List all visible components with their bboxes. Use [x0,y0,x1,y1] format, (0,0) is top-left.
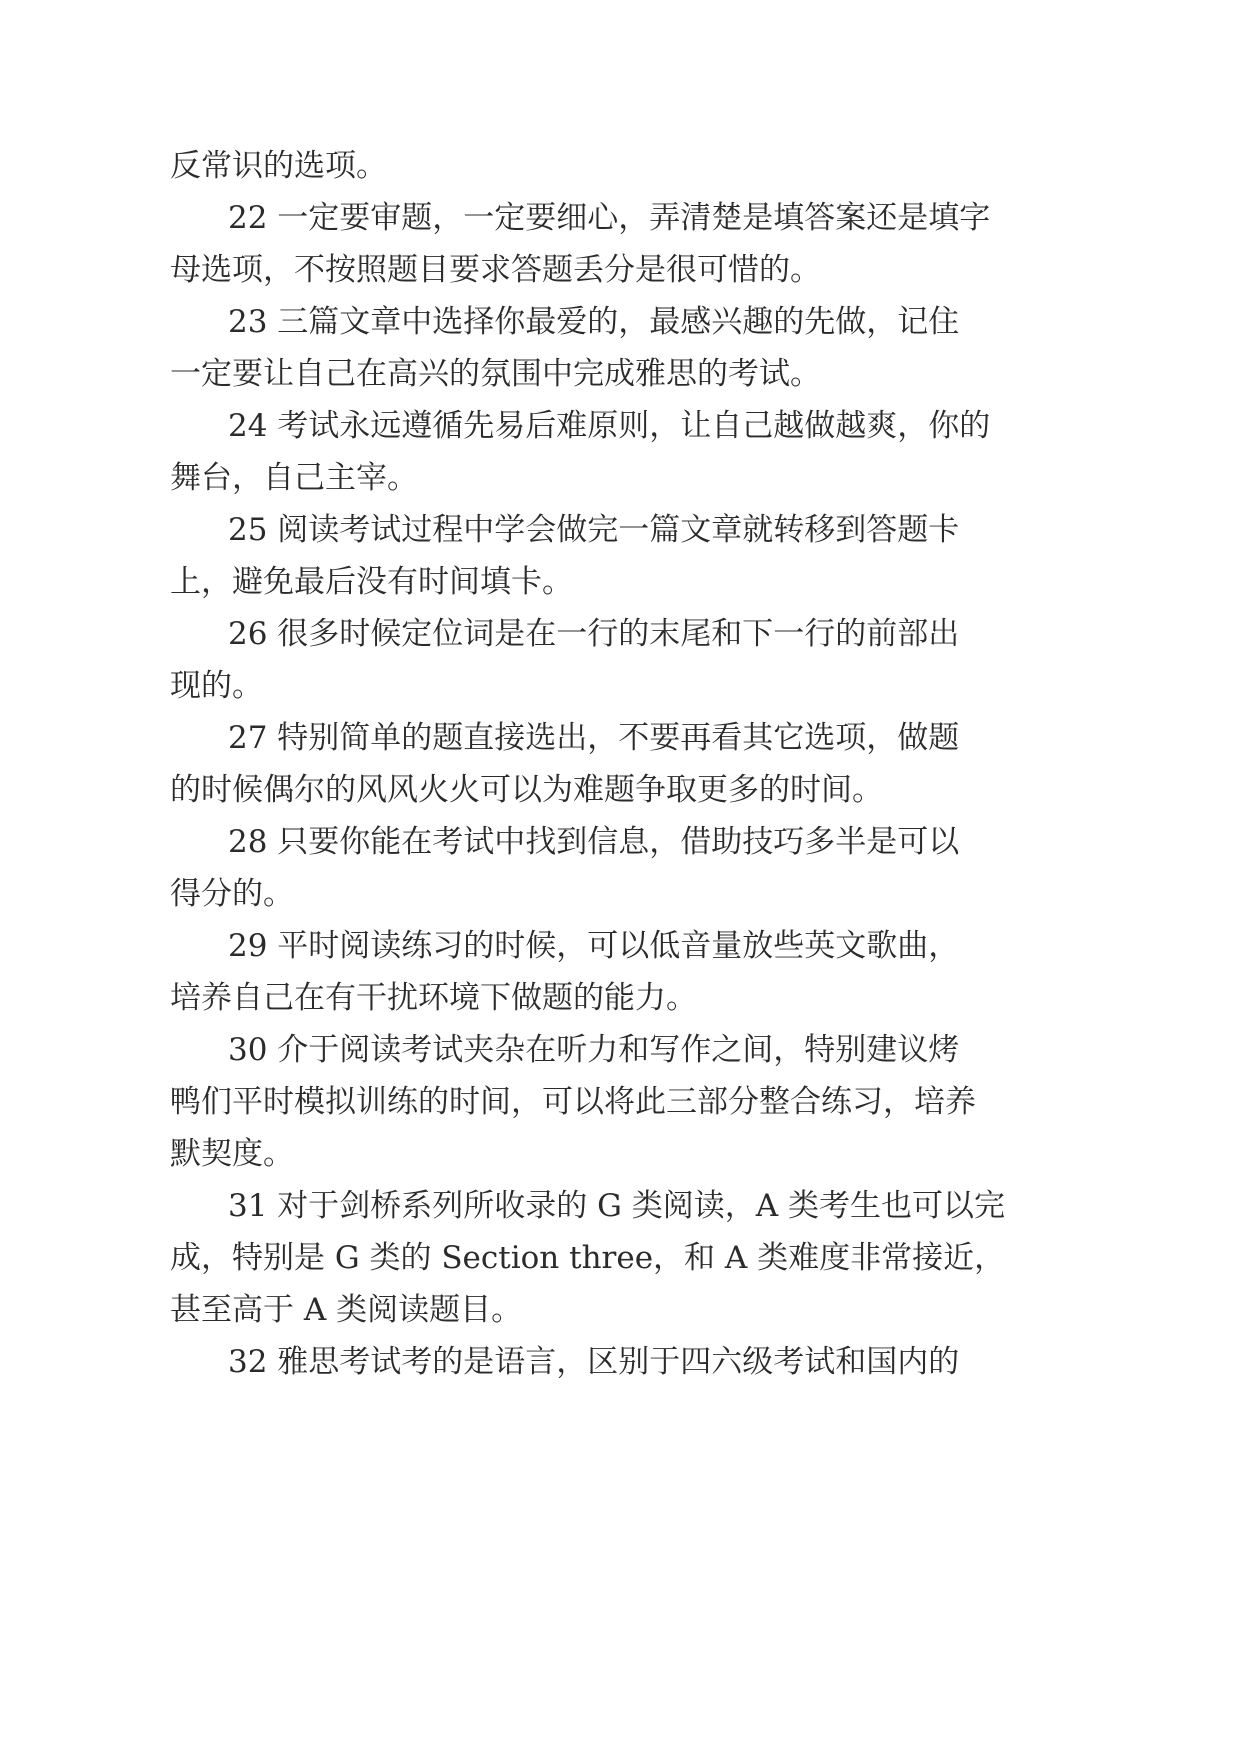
paragraph-22-line-1: 22 一定要审题，一定要细心，弄清楚是填答案还是填字 [228,200,991,236]
paragraph-28-line-1: 28 只要你能在考试中找到信息，借助技巧多半是可以 [228,824,960,860]
paragraph-23-line-1: 23 三篇文章中选择你最爱的，最感兴趣的先做，记住 [228,304,960,340]
paragraph-32-line-1: 32 雅思考试考的是语言，区别于四六级考试和国内的 [228,1344,960,1380]
paragraph-22-line-2: 母选项，不按照题目要求答题丢分是很可惜的。 [170,252,821,288]
paragraph-30-line-3: 默契度。 [170,1136,294,1172]
paragraph-30-line-2: 鸭们平时模拟训练的时间，可以将此三部分整合练习，培养 [170,1084,976,1120]
paragraph-28-line-2: 得分的。 [170,876,294,912]
paragraph-29-line-2: 培养自己在有干扰环境下做题的能力。 [170,980,697,1016]
text-line: 反常识的选项。 [170,148,387,184]
paragraph-24-line-2: 舞台，自己主宰。 [170,460,418,496]
paragraph-31-line-3: 甚至高于 A 类阅读题目。 [170,1292,523,1328]
paragraph-25-line-1: 25 阅读考试过程中学会做完一篇文章就转移到答题卡 [228,512,960,548]
paragraph-23-line-2: 一定要让自己在高兴的氛围中完成雅思的考试。 [170,356,821,392]
paragraph-27-line-1: 27 特别简单的题直接选出，不要再看其它选项，做题 [228,720,960,756]
paragraph-26-line-1: 26 很多时候定位词是在一行的末尾和下一行的前部出 [228,616,960,652]
paragraph-29-line-1: 29 平时阅读练习的时候，可以低音量放些英文歌曲， [228,928,960,964]
paragraph-30-line-1: 30 介于阅读考试夹杂在听力和写作之间，特别建议烤 [228,1032,960,1068]
paragraph-31-line-2: 成，特别是 G 类的 Section three，和 A 类难度非常接近， [170,1240,1006,1276]
paragraph-25-line-2: 上，避免最后没有时间填卡。 [170,564,573,600]
paragraph-31-line-1: 31 对于剑桥系列所收录的 G 类阅读，A 类考生也可以完 [228,1188,1006,1224]
paragraph-27-line-2: 的时候偶尔的风风火火可以为难题争取更多的时间。 [170,772,883,808]
paragraph-24-line-1: 24 考试永远遵循先易后难原则，让自己越做越爽，你的 [228,408,991,444]
paragraph-26-line-2: 现的。 [170,668,263,704]
